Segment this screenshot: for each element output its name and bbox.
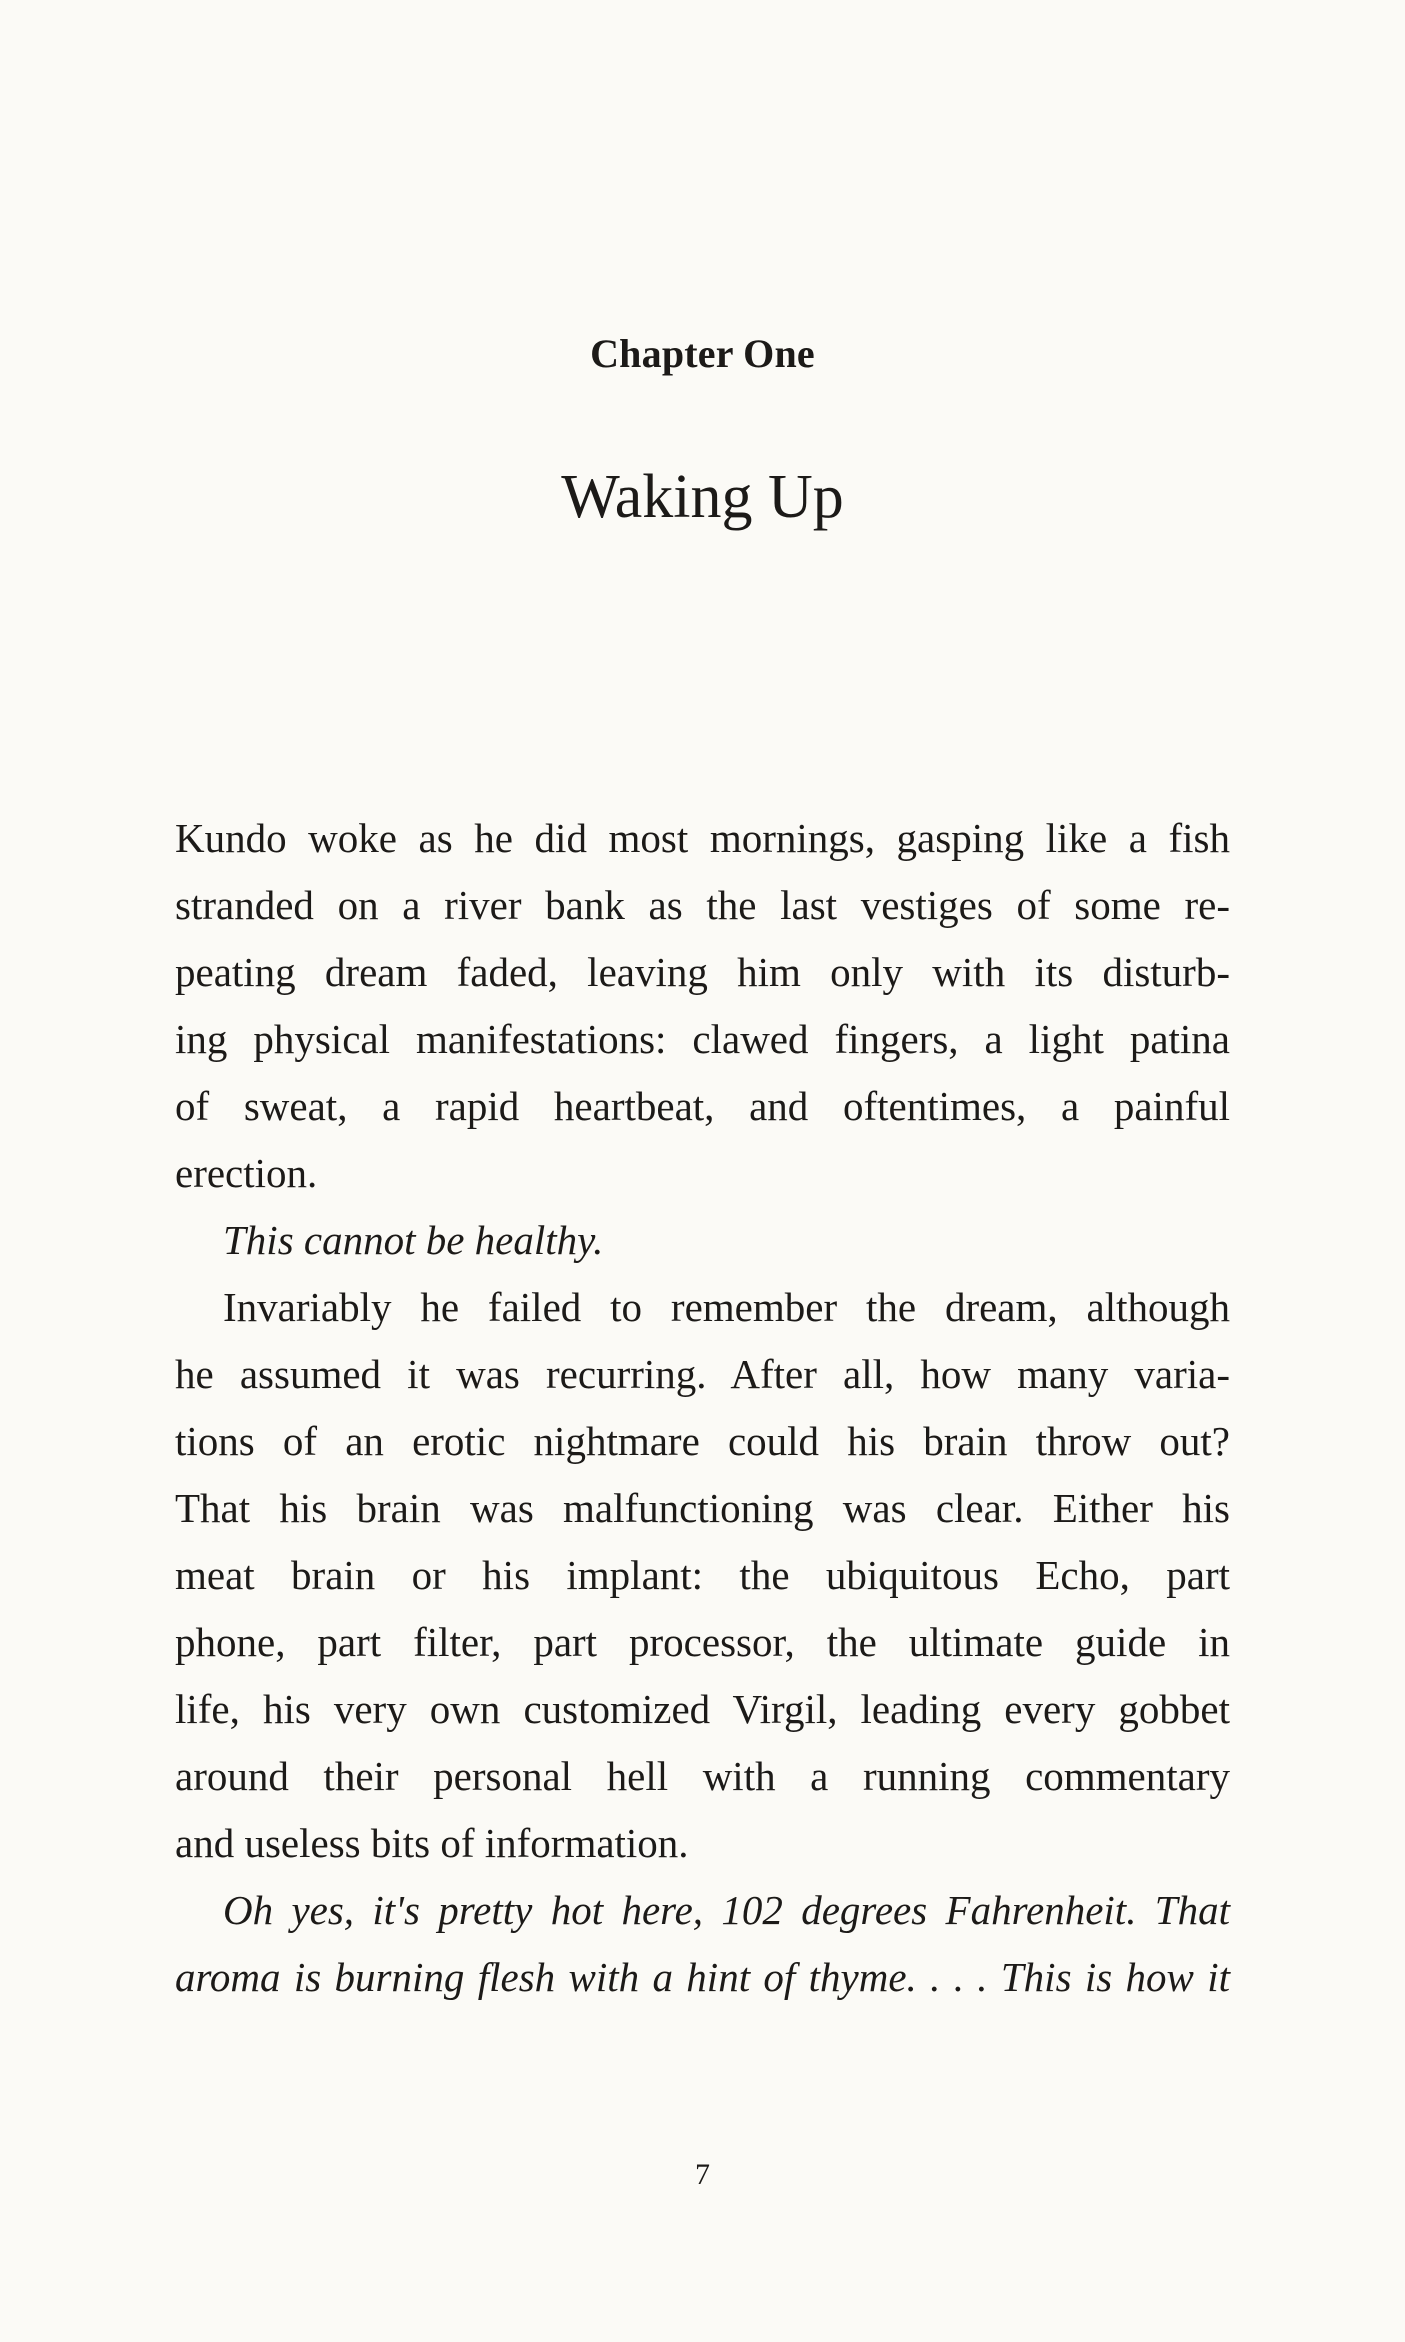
text-line: erection. — [175, 1150, 318, 1196]
text-line: aroma is burning flesh with a hint of thyme. . . . This is how it — [175, 1954, 1230, 2000]
text-line: around their personal hell with a running commentary — [175, 1753, 1230, 1799]
text-line: and useless bits of information. — [175, 1820, 689, 1866]
text-line: ing physical manifestations: clawed fingers, a light patina — [175, 1016, 1230, 1062]
page-number: 7 — [695, 2158, 710, 2191]
chapter-label: Chapter One — [590, 331, 815, 376]
chapter-title: Waking Up — [561, 463, 844, 531]
text-line: stranded on a river bank as the last vestiges of some re- — [175, 882, 1230, 928]
text-line: life, his very own customized Virgil, leading every gobbet — [175, 1686, 1230, 1732]
body-text — [175, 805, 1230, 2011]
paragraph-1 — [175, 805, 1230, 1207]
text-line: peating dream faded, leaving him only with its disturb- — [175, 949, 1230, 995]
paragraph-2 — [175, 1207, 1230, 1274]
text-line: tions of an erotic nightmare could his brain throw out? — [175, 1418, 1230, 1464]
paragraph-4 — [175, 1877, 1230, 2011]
text-line: he assumed it was recurring. After all, how many varia- — [175, 1351, 1230, 1397]
text-line: Oh yes, it's pretty hot here, 102 degrees Fahrenheit. That — [223, 1887, 1230, 1933]
text-line: of sweat, a rapid heartbeat, and oftentimes, a painful — [175, 1083, 1230, 1129]
text-line: meat brain or his implant: the ubiquitous Echo, part — [175, 1552, 1230, 1598]
text-line: Invariably he failed to remember the dream, although — [223, 1284, 1230, 1330]
text-line: phone, part filter, part processor, the ultimate guide in — [175, 1619, 1230, 1665]
paragraph-3 — [175, 1274, 1230, 1877]
text-line: This cannot be healthy. — [223, 1217, 604, 1263]
text-line: That his brain was malfunctioning was clear. Either his — [175, 1485, 1230, 1531]
text-line: Kundo woke as he did most mornings, gasping like a fish — [175, 815, 1230, 861]
